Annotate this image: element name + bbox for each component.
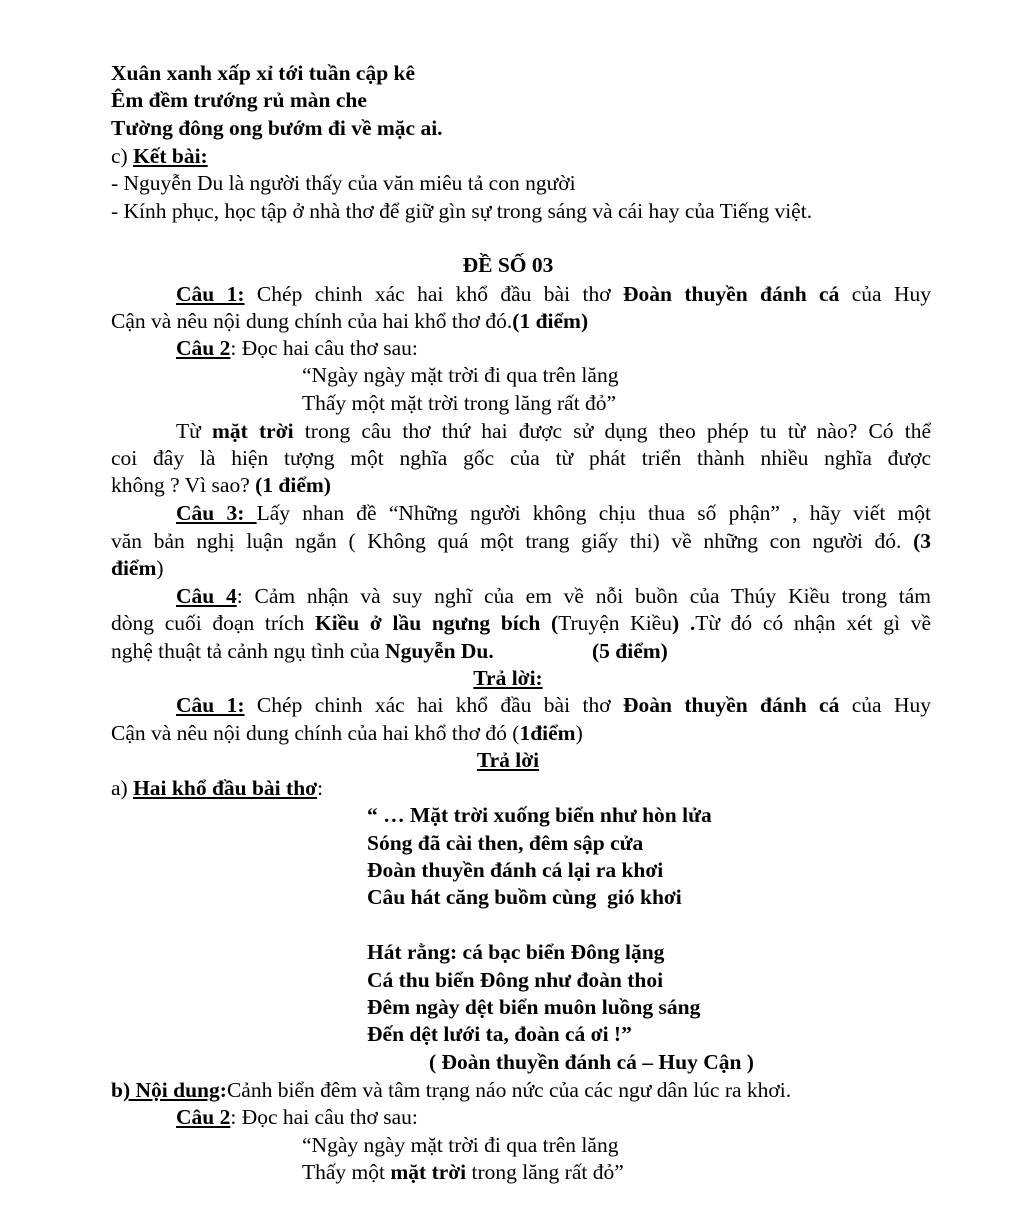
quote-line: Thấy một mặt trời trong lăng rất đỏ” [302, 391, 617, 415]
section-colon: : [317, 776, 324, 800]
answer-2-line [176, 1104, 418, 1131]
a2-text: : Đọc hai câu thơ sau: [230, 1105, 418, 1129]
section-b-label: ) Nội dung [122, 1078, 220, 1102]
q4-text: ) . [671, 611, 696, 635]
question-1-line [176, 281, 931, 308]
quote-line [302, 1159, 624, 1186]
answer-heading: Trả lời [476, 748, 540, 772]
answer-2-label: Câu 2 [176, 1105, 231, 1129]
question-4-line [111, 638, 494, 665]
quote-line: “Ngày ngày mặt trời đi qua trên lăng [302, 363, 619, 387]
poem-line: Sóng đã cài then, đêm sập cửa [367, 831, 644, 855]
q4-text: : Cảm nhận và suy nghĩ của em về nỗi buồn của Thúy Kiều trong tám [236, 584, 932, 608]
question-2-line [176, 335, 418, 362]
question-2-line [176, 418, 931, 445]
q3-text: ) [156, 556, 164, 580]
question-1-label: Câu 1: [176, 282, 245, 306]
q1-text: Chép chinh xác hai khổ đầu bài thơ [244, 282, 623, 306]
quote-text: Thấy một [302, 1160, 391, 1184]
poem-line: Êm đềm trướng rủ màn che [111, 88, 367, 112]
points: (1 điểm) [255, 473, 331, 497]
q1-text: Cận và nêu nội dung chính của hai khổ thơ đó. [111, 309, 513, 333]
a1-text: của Huy [839, 693, 931, 717]
q1-text: của Huy [839, 282, 931, 306]
a1-text: Chép chinh xác hai khổ đầu bài thơ [244, 693, 623, 717]
quote-line: “Ngày ngày mặt trời đi qua trên lăng [302, 1133, 619, 1157]
question-3-line [176, 500, 931, 527]
question-4-line [176, 583, 931, 610]
question-2-line [111, 472, 331, 499]
points: điểm [111, 556, 157, 580]
q4-text: Từ đó có nhận xét gì về [695, 611, 932, 635]
poem-line: “ … Mặt trời xuống biển như hòn lửa [367, 803, 712, 827]
poem-line: Xuân xanh xấp xỉ tới tuần cập kê [111, 61, 416, 85]
poem-line: Cá thu biển Đông như đoàn thoi [367, 968, 664, 992]
q3-text: Lấy nhan đề “Những người không chịu thua số phận” , hãy viết một [256, 501, 931, 525]
ket-bai-label: Kết bài: [133, 144, 208, 168]
author-name: Nguyễn Du. [385, 639, 494, 663]
section-b-text: Cảnh biển đêm và tâm trạng náo nức của các ngư dân lúc ra khơi. [226, 1078, 792, 1102]
poem-line: Câu hát căng buồm cùng gió khơi [367, 885, 682, 909]
points: (3 [913, 529, 931, 553]
quote-text: trong lăng rất đỏ” [466, 1160, 624, 1184]
section-colon: : [219, 1078, 227, 1102]
answer-heading: Trả lời: [473, 666, 543, 690]
question-2-label: Câu 2 [176, 336, 231, 360]
question-1-line [111, 308, 588, 335]
poem-line: Đoàn thuyền đánh cá lại ra khơi [367, 858, 664, 882]
section-a-label: Hai khổ đầu bài thơ [133, 776, 318, 800]
bullet-item: - Kính phục, học tập ở nhà thơ để giữ gìn sự trong sáng và cái hay của Tiếng việt. [111, 199, 813, 223]
question-3-line [111, 528, 931, 555]
question-4-label: Câu 4 [176, 584, 237, 608]
q2-text: Từ [176, 419, 212, 443]
answer-1-label: Câu 1: [176, 693, 245, 717]
poem-line: Hát rằng: cá bạc biển Đông lặng [367, 940, 665, 964]
q4-text: nghệ thuật tả cảnh ngụ tình của [111, 639, 386, 663]
q4-text: Truyện Kiều [558, 611, 672, 635]
keyword: mặt trời [390, 1160, 467, 1184]
question-3-line [111, 555, 164, 582]
section-b-line [111, 1077, 791, 1104]
poem-line: Đêm ngày dệt biển muôn luồng sáng [367, 995, 701, 1019]
points: (1 điểm) [512, 309, 589, 333]
answer-1-line [111, 720, 583, 747]
question-2-line: coi đây là hiện tượng một nghĩa gốc của từ phát triển thành nhiều nghĩa được [111, 446, 931, 470]
excerpt-title: Kiều ở lầu ngưng bích ( [314, 611, 559, 635]
q4-text: dòng cuối đoạn trích [111, 611, 315, 635]
answer-1-line [176, 692, 931, 719]
points: 1điểm [519, 721, 576, 745]
section-prefix: b [111, 1078, 123, 1102]
a1-text: ) [575, 721, 583, 745]
poem-line: Tường đông ong bướm đi về mặc ai. [111, 116, 443, 140]
q3-text: văn bản nghị luận ngắn ( Không quá một trang giấy thi) về những con người đó. [111, 529, 914, 553]
poem-source: ( Đoàn thuyền đánh cá – Huy Cận ) [429, 1050, 754, 1074]
poem-title: Đoàn thuyền đánh cá [622, 693, 840, 717]
keyword: mặt trời [212, 419, 294, 443]
q2-text: trong câu thơ thứ hai được sử dụng theo phép tu từ nào? Có thể [293, 419, 932, 443]
poem-title: Đoàn thuyền đánh cá [622, 282, 840, 306]
section-a-heading [111, 775, 323, 802]
q2-text: không ? Vì sao? [111, 473, 256, 497]
a1-text: Cận và nêu nội dung chính của hai khổ thơ đó ( [111, 721, 520, 745]
section-prefix: a) [111, 776, 134, 800]
points: (5 điểm) [592, 639, 668, 663]
question-4-line [111, 610, 931, 637]
bullet-item: - Nguyễn Du là người thấy của văn miêu tả con người [111, 171, 576, 195]
q2-text: : Đọc hai câu thơ sau: [230, 336, 418, 360]
exam-title: ĐỀ SỐ 03 [462, 253, 554, 277]
question-3-label: Câu 3: [176, 501, 257, 525]
ket-bai-heading [111, 143, 208, 170]
ket-bai-prefix: c) [111, 144, 134, 168]
poem-line: Đến dệt lưới ta, đoàn cá ơi !” [367, 1022, 632, 1046]
